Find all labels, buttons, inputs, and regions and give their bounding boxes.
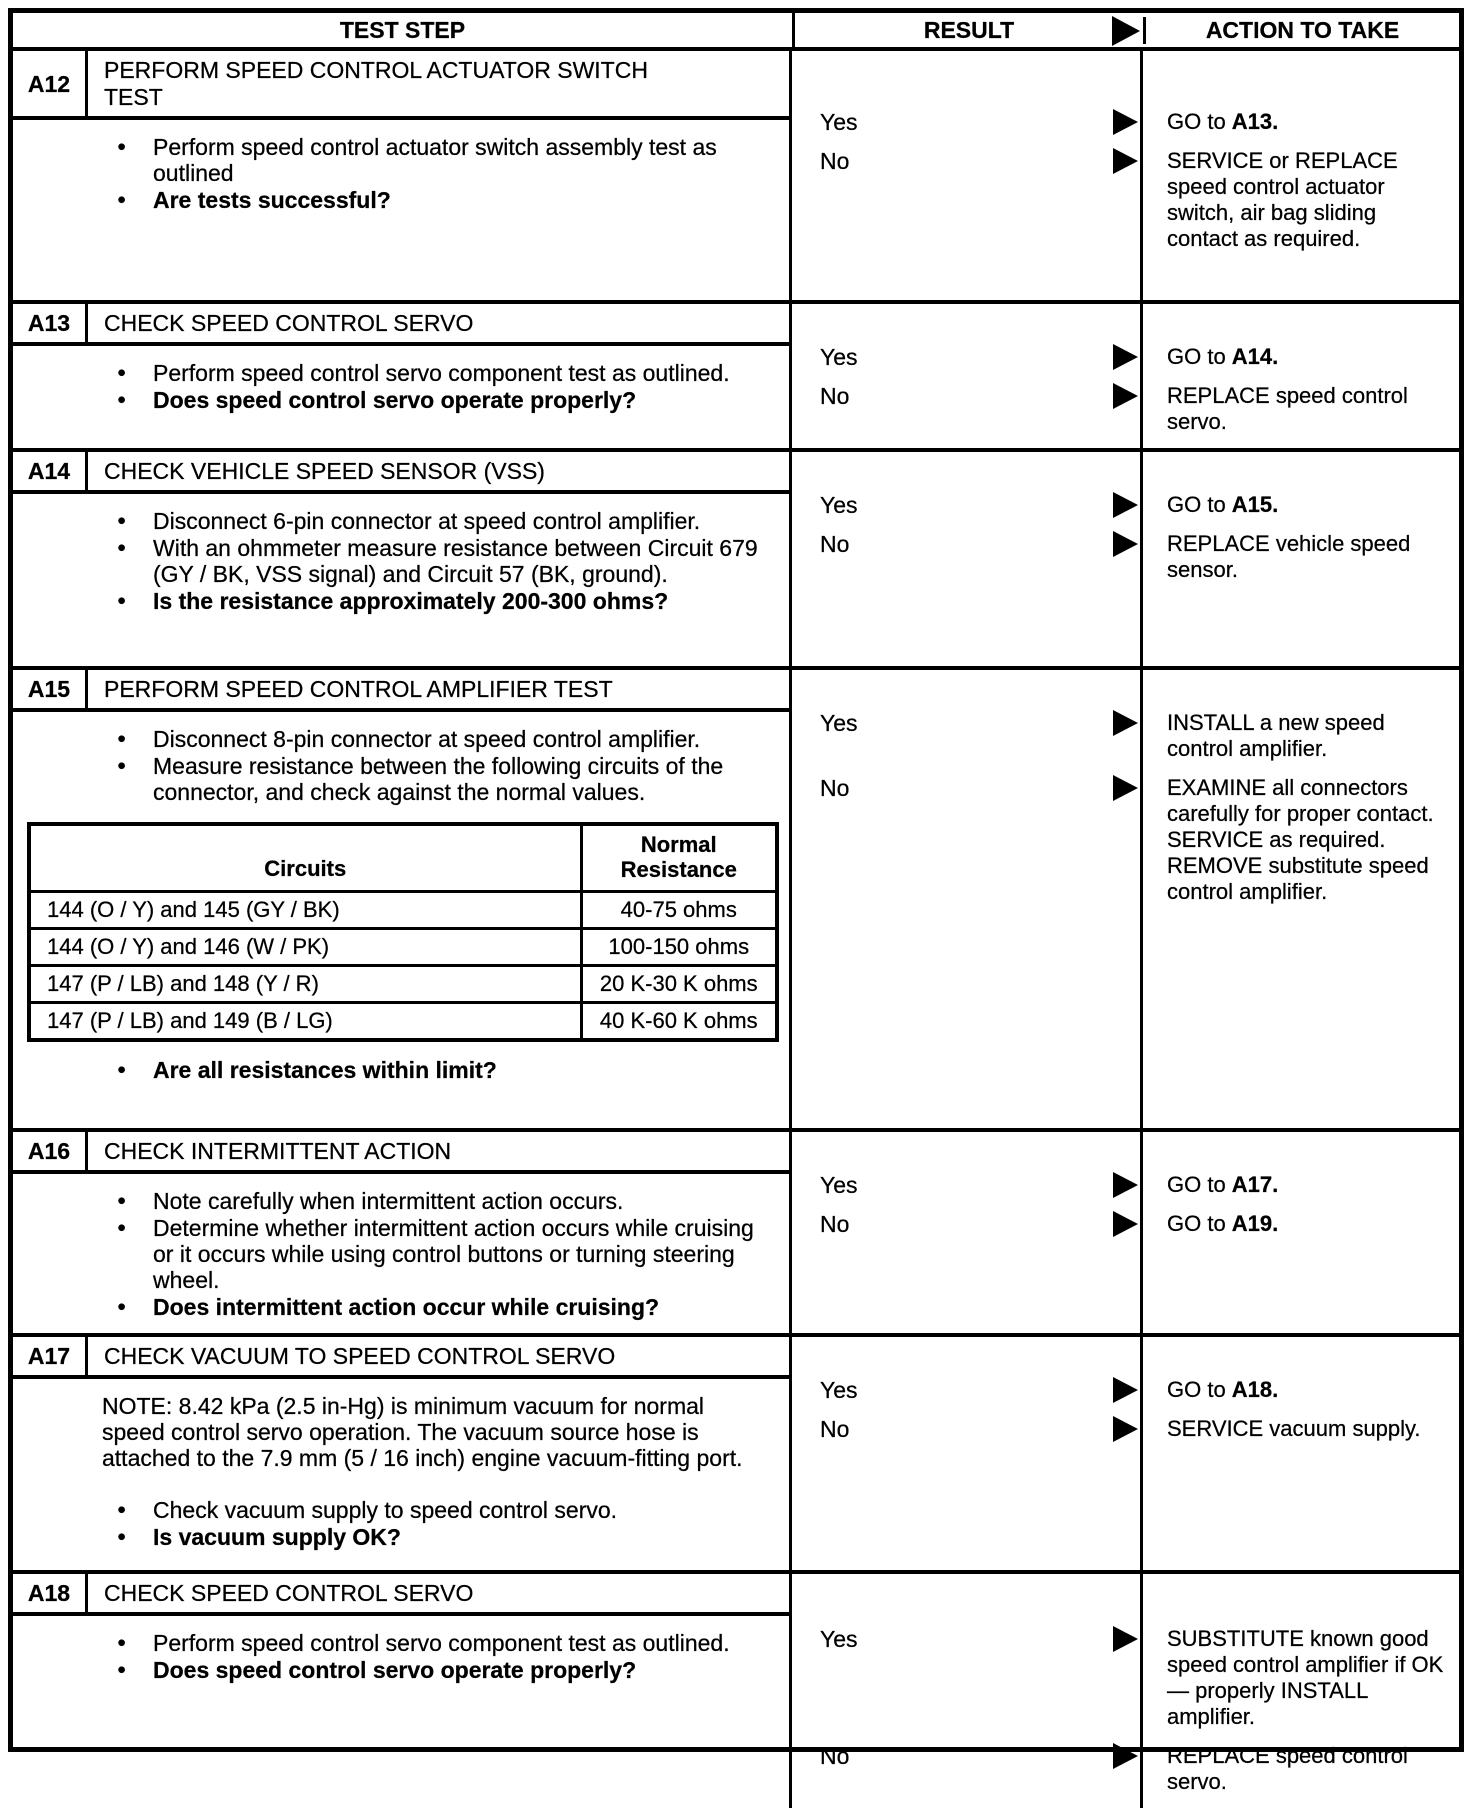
action-text — [1140, 1626, 1459, 1730]
result-cell — [792, 1172, 1140, 1198]
bullet-text: Check vacuum supply to speed control servo. — [153, 1497, 618, 1523]
section-title-bar — [13, 1574, 789, 1616]
section-title-bar — [13, 51, 789, 120]
section-title-bar — [13, 1132, 789, 1174]
result-cell — [792, 710, 1140, 762]
result-cell — [792, 1416, 1140, 1442]
action-segment: GO to — [1167, 492, 1232, 517]
result-row — [792, 109, 1459, 135]
bullet-icon: ● — [117, 539, 127, 556]
bullet-item — [13, 1657, 759, 1683]
section-code: A16 — [13, 1132, 88, 1170]
bullet-icon: ● — [117, 1298, 127, 1315]
bullet-icon: ● — [117, 1528, 127, 1545]
bullet-icon: ● — [117, 1061, 127, 1078]
result-row — [792, 1377, 1459, 1403]
column-header-result — [792, 13, 1143, 47]
result-action-divider — [1140, 1132, 1143, 1333]
bullet-item — [13, 187, 759, 213]
action-segment: INSTALL a new speed control amplifier. — [1167, 710, 1385, 761]
result-row — [792, 344, 1459, 370]
section-title: PERFORM SPEED CONTROL ACTUATOR SWITCH TEST — [104, 57, 648, 110]
bullet-text: Determine whether intermittent action occurs while cruising or it occurs while using control buttons or turning steering wheel. — [153, 1215, 754, 1293]
result-row — [792, 383, 1459, 435]
section-code: A15 — [13, 670, 88, 708]
result-row — [792, 1416, 1459, 1442]
action-text — [1140, 383, 1459, 435]
section-code: A18 — [13, 1574, 88, 1612]
circuit-cell: 147 (P / LB) and 148 (Y / R) — [29, 966, 581, 1003]
result-arrow-icon — [1113, 1416, 1138, 1442]
test-step-body — [13, 346, 789, 426]
section-title: CHECK INTERMITTENT ACTION — [104, 1138, 452, 1164]
column-header-action: ACTION TO TAKE — [1143, 17, 1459, 44]
resistance-cell: 40-75 ohms — [581, 892, 777, 929]
test-section-a13 — [13, 300, 1459, 448]
bullet-item — [13, 1215, 759, 1293]
test-step-cell — [13, 670, 792, 1128]
result-arrow-icon — [1112, 16, 1140, 46]
resistance-cell: 20 K-30 K ohms — [581, 966, 777, 1003]
result-arrow-icon — [1113, 531, 1138, 557]
bullet-item — [13, 1057, 759, 1083]
test-step-body — [13, 712, 789, 1096]
result-label: Yes — [820, 492, 858, 518]
action-segment: A17. — [1231, 1172, 1279, 1197]
result-action-cell — [792, 670, 1459, 1128]
bullet-item — [13, 726, 759, 752]
result-label: No — [820, 531, 850, 557]
result-row — [792, 1626, 1459, 1730]
section-code: A12 — [13, 51, 88, 116]
table-row — [29, 1003, 777, 1041]
result-label: No — [820, 775, 850, 801]
result-label: Yes — [820, 109, 858, 135]
bullet-item — [13, 588, 759, 614]
column-header-circuits: Circuits — [29, 824, 581, 892]
circuits-table — [27, 822, 779, 1042]
result-label: Yes — [820, 344, 858, 370]
bullet-item — [13, 1188, 759, 1214]
result-row — [792, 1172, 1459, 1198]
test-step-cell — [13, 304, 792, 448]
result-action-divider — [1140, 51, 1143, 300]
result-arrow-icon — [1113, 1211, 1138, 1237]
bullet-item — [13, 360, 759, 386]
action-segment: A18. — [1231, 1377, 1279, 1402]
circuit-cell: 147 (P / LB) and 149 (B / LG) — [29, 1003, 581, 1041]
test-step-cell — [13, 452, 792, 666]
action-text — [1140, 148, 1459, 252]
result-cell — [792, 148, 1140, 252]
result-label: Yes — [820, 1172, 858, 1198]
result-cell — [792, 344, 1140, 370]
result-arrow-icon — [1113, 383, 1138, 409]
result-arrow-icon — [1113, 344, 1138, 370]
result-cell — [792, 492, 1140, 518]
action-text — [1140, 531, 1459, 583]
result-label: No — [820, 1211, 850, 1237]
result-row — [792, 1743, 1459, 1795]
section-title: CHECK SPEED CONTROL SERVO — [104, 310, 474, 336]
circuit-cell: 144 (O / Y) and 146 (W / PK) — [29, 929, 581, 966]
test-section-a15 — [13, 666, 1459, 1128]
result-arrow-icon — [1113, 1743, 1138, 1769]
test-sections — [13, 51, 1459, 1808]
test-step-cell — [13, 1337, 792, 1570]
bullet-text: Perform speed control servo component test as outlined. — [153, 1630, 730, 1656]
action-text — [1140, 1172, 1459, 1198]
section-title: PERFORM SPEED CONTROL AMPLIFIER TEST — [104, 676, 613, 702]
bullet-icon: ● — [117, 757, 127, 774]
result-label: No — [820, 1743, 850, 1769]
action-text — [1140, 1211, 1459, 1237]
pinpoint-test-table — [8, 8, 1464, 1794]
section-title: CHECK VEHICLE SPEED SENSOR (VSS) — [104, 458, 545, 484]
result-arrow-icon — [1113, 775, 1138, 801]
table-row — [29, 892, 777, 929]
result-row — [792, 710, 1459, 762]
result-cell — [792, 1743, 1140, 1795]
bullet-text: Are tests successful? — [153, 187, 391, 213]
result-action-cell — [792, 51, 1459, 300]
action-segment: SERVICE or REPLACE speed control actuator switch, air bag sliding contact as required. — [1167, 148, 1398, 251]
bullet-text: Is the resistance approximately 200-300 ohms? — [153, 588, 669, 614]
action-segment: GO to — [1167, 1377, 1232, 1402]
result-label: No — [820, 1416, 850, 1442]
test-step-body — [13, 494, 789, 627]
bullet-icon: ● — [117, 191, 127, 208]
result-action-divider — [1140, 670, 1143, 1128]
bullet-icon: ● — [117, 138, 127, 155]
bullet-icon: ● — [117, 1192, 127, 1209]
action-segment: A13. — [1231, 109, 1279, 134]
result-row — [792, 531, 1459, 583]
section-title: CHECK SPEED CONTROL SERVO — [104, 1580, 474, 1606]
bullet-item — [13, 134, 759, 186]
result-action-cell — [792, 304, 1459, 448]
note-text: NOTE: 8.42 kPa (2.5 in-Hg) is minimum vacuum for normal speed control servo operation. The vacuum source hose is attached to the 7.9 mm (5 / 16 inch) engine vacuum-fitting port. — [102, 1393, 743, 1471]
result-action-divider — [1140, 304, 1143, 448]
bullet-icon: ● — [117, 1634, 127, 1651]
action-segment: A14. — [1231, 344, 1279, 369]
bullet-text: Disconnect 6-pin connector at speed control amplifier. — [153, 508, 701, 534]
action-text — [1140, 775, 1459, 905]
result-label: Yes — [820, 1377, 858, 1403]
section-title-bar — [13, 452, 789, 494]
bullet-icon: ● — [117, 391, 127, 408]
bullet-item — [13, 1524, 759, 1550]
test-step-body — [13, 1379, 789, 1563]
resistance-cell: 40 K-60 K ohms — [581, 1003, 777, 1041]
bullet-text: Does speed control servo operate properly? — [153, 387, 637, 413]
bullet-text: Are all resistances within limit? — [153, 1057, 497, 1083]
bullet-item — [13, 508, 759, 534]
result-arrow-icon — [1113, 109, 1138, 135]
bullet-item — [13, 535, 759, 587]
bullet-icon: ● — [117, 364, 127, 381]
result-cell — [792, 383, 1140, 435]
bullet-text: Note carefully when intermittent action occurs. — [153, 1188, 624, 1214]
bullet-text: Perform speed control servo component test as outlined. — [153, 360, 730, 386]
result-action-cell — [792, 1337, 1459, 1570]
action-text — [1140, 1377, 1459, 1403]
test-step-cell — [13, 51, 792, 300]
column-header-normal-resistance: Normal Resistance — [581, 824, 777, 892]
result-cell — [792, 1377, 1140, 1403]
section-title: CHECK VACUUM TO SPEED CONTROL SERVO — [104, 1343, 616, 1369]
circuits-table-body — [29, 892, 777, 1041]
result-label: Yes — [820, 1626, 858, 1652]
action-segment: GO to — [1167, 1211, 1232, 1236]
bullet-text: Disconnect 8-pin connector at speed control amplifier. — [153, 726, 701, 752]
result-cell — [792, 109, 1140, 135]
action-text — [1140, 710, 1459, 762]
result-row — [792, 148, 1459, 252]
result-label: No — [820, 148, 850, 174]
test-step-body — [13, 1174, 789, 1333]
result-label: No — [820, 383, 850, 409]
action-segment: A15. — [1231, 492, 1279, 517]
result-row — [792, 1211, 1459, 1237]
bullet-item — [13, 753, 759, 805]
bullet-text: Does speed control servo operate properly? — [153, 1657, 637, 1683]
test-section-a14 — [13, 448, 1459, 666]
test-section-a12 — [13, 51, 1459, 300]
column-header-test-step: TEST STEP — [339, 16, 466, 43]
action-text — [1140, 1743, 1459, 1795]
result-action-cell — [792, 452, 1459, 666]
bullet-icon: ● — [117, 1661, 127, 1678]
result-cell — [792, 775, 1140, 905]
result-arrow-icon — [1113, 492, 1138, 518]
action-text — [1140, 492, 1459, 518]
circuit-cell: 144 (O / Y) and 145 (GY / BK) — [29, 892, 581, 929]
result-arrow-icon — [1113, 1377, 1138, 1403]
action-segment: EXAMINE all connectors carefully for proper contact. SERVICE as required. REMOVE substitute speed control amplifier. — [1167, 775, 1434, 904]
test-section-a17 — [13, 1333, 1459, 1570]
result-cell — [792, 1211, 1140, 1237]
section-code: A14 — [13, 452, 88, 490]
test-section-a18 — [13, 1570, 1459, 1808]
result-action-divider — [1140, 1337, 1143, 1570]
result-row — [792, 775, 1459, 905]
result-arrow-icon — [1113, 148, 1138, 174]
action-segment: SERVICE vacuum supply. — [1167, 1416, 1421, 1441]
result-action-divider — [1140, 452, 1143, 666]
bullet-icon: ● — [117, 1501, 127, 1518]
resistance-cell: 100-150 ohms — [581, 929, 777, 966]
bullet-text: Is vacuum supply OK? — [153, 1524, 401, 1550]
circuits-table-head — [29, 824, 777, 892]
bullet-icon: ● — [117, 730, 127, 747]
action-segment: A19. — [1231, 1211, 1279, 1236]
result-row — [792, 492, 1459, 518]
test-step-cell — [13, 1574, 792, 1808]
action-segment: REPLACE speed control servo. — [1167, 383, 1408, 434]
action-segment: GO to — [1167, 109, 1232, 134]
section-title-bar — [13, 1337, 789, 1379]
result-action-divider — [1140, 1574, 1143, 1808]
result-action-cell — [792, 1574, 1459, 1808]
bullet-icon: ● — [117, 592, 127, 609]
table-header-row — [13, 13, 1459, 51]
test-step-cell — [13, 1132, 792, 1333]
action-text — [1140, 344, 1459, 370]
bullet-item — [13, 1497, 759, 1523]
action-segment: GO to — [1167, 1172, 1232, 1197]
test-section-a16 — [13, 1128, 1459, 1333]
bullet-item — [13, 1294, 759, 1320]
bullet-text: Measure resistance between the following circuits of the connector, and check against the normal values. — [153, 753, 724, 805]
bullet-icon: ● — [117, 1219, 127, 1236]
result-cell — [792, 531, 1140, 583]
section-title-bar — [13, 670, 789, 712]
action-text — [1140, 1416, 1459, 1442]
result-arrow-icon — [1113, 1172, 1138, 1198]
section-code: A17 — [13, 1337, 88, 1375]
section-code: A13 — [13, 304, 88, 342]
action-segment: REPLACE speed control servo. — [1167, 1743, 1408, 1794]
table-header-row — [29, 824, 777, 892]
result-arrow-icon — [1113, 710, 1138, 736]
result-header-label: RESULT — [923, 17, 1015, 43]
bullet-text: Perform speed control actuator switch assembly test as outlined — [153, 134, 717, 186]
action-segment: REPLACE vehicle speed sensor. — [1167, 531, 1411, 582]
section-title-bar — [13, 304, 789, 346]
result-action-cell — [792, 1132, 1459, 1333]
result-arrow-icon — [1113, 1626, 1138, 1652]
bullet-item — [13, 1630, 759, 1656]
test-step-body — [13, 1616, 789, 1696]
result-label: Yes — [820, 710, 858, 736]
test-step-body — [13, 120, 789, 226]
bullet-text: Does intermittent action occur while cruising? — [153, 1294, 660, 1320]
bullet-icon: ● — [117, 512, 127, 529]
action-text — [1140, 109, 1459, 135]
bullet-text: With an ohmmeter measure resistance between Circuit 679 (GY / BK, VSS signal) and Circuit 57 (BK, ground). — [153, 535, 758, 587]
result-cell — [792, 1626, 1140, 1730]
bullet-item — [13, 387, 759, 413]
table-row — [29, 966, 777, 1003]
action-segment: SUBSTITUTE known good speed control amplifier if OK — properly INSTALL amplifier. — [1167, 1626, 1444, 1729]
action-segment: GO to — [1167, 344, 1232, 369]
table-row — [29, 929, 777, 966]
